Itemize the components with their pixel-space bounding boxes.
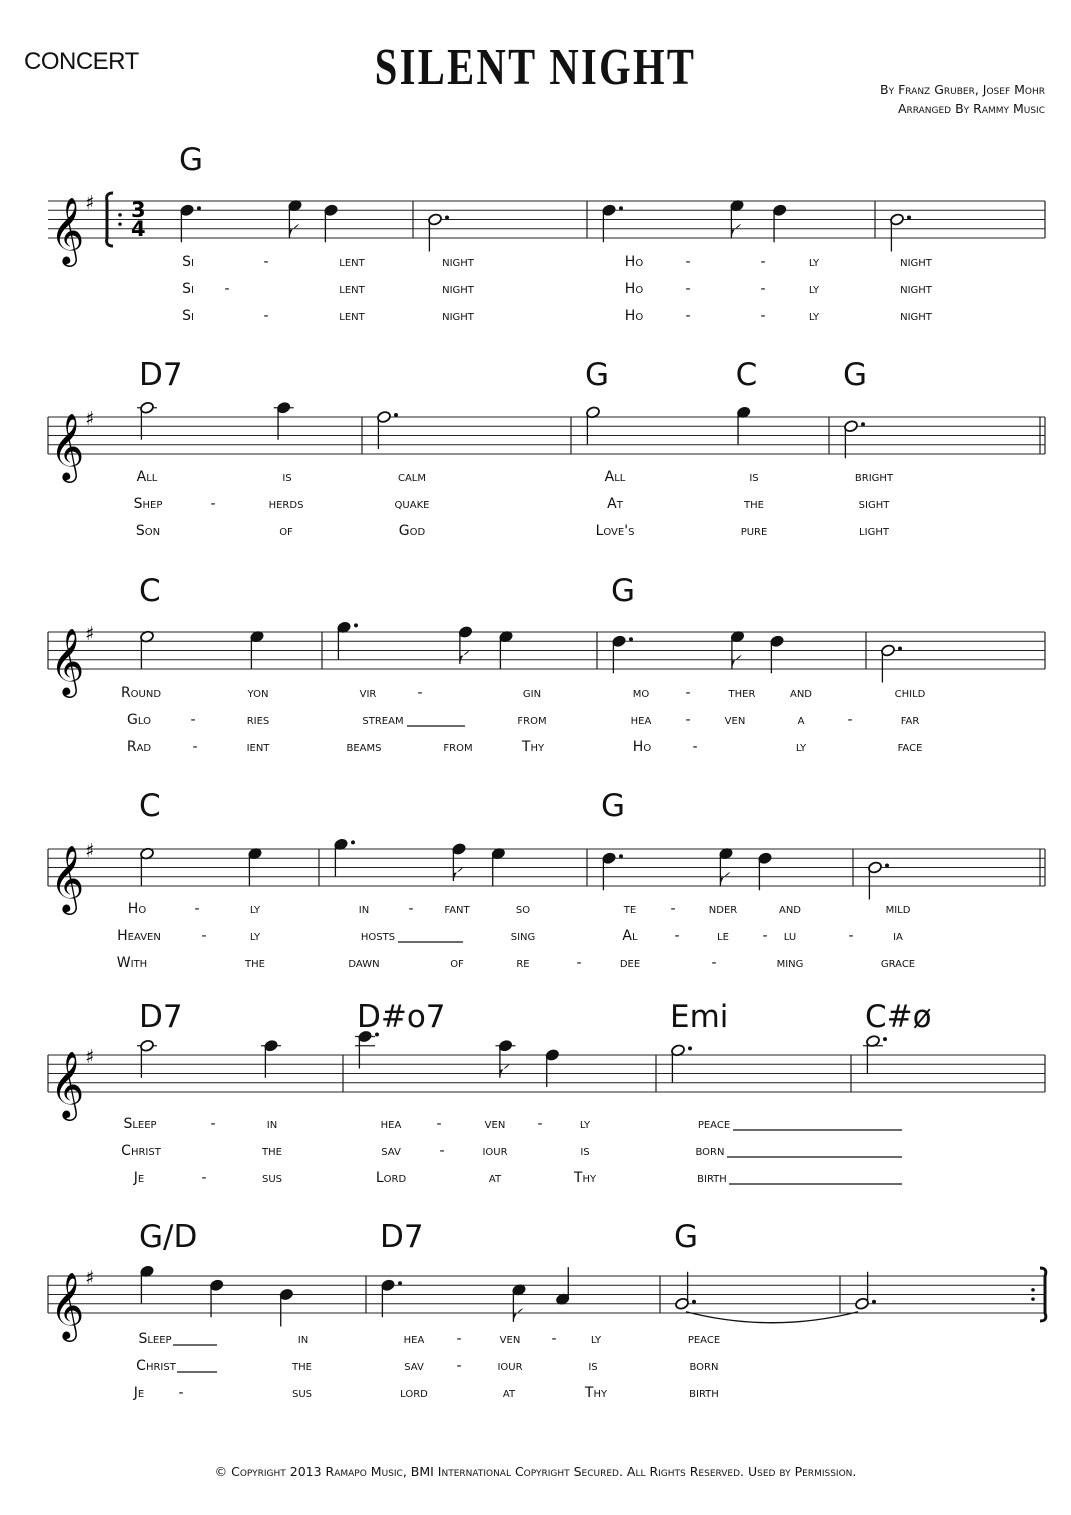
lyric-syllable: Love's	[595, 523, 635, 539]
lyric-syllable: gin	[522, 685, 542, 701]
treble-clef-icon: 𝄞	[50, 844, 85, 912]
lyric-syllable: -	[537, 1116, 543, 1132]
lyric-syllable: At	[607, 496, 623, 512]
staff-system	[48, 788, 1045, 971]
lyric-syllable: Lord	[375, 1170, 407, 1186]
lyric-syllable: night	[900, 281, 932, 297]
lyric-syllable: born	[695, 1143, 725, 1159]
dot	[898, 647, 902, 651]
lyric-syllable: is	[588, 1358, 598, 1374]
note-flag	[731, 224, 741, 238]
chord-symbol: D7	[139, 357, 183, 393]
lyric-syllable: -	[201, 1170, 207, 1186]
lyric-syllable: night	[900, 308, 932, 324]
lyric-syllable: sight	[858, 496, 890, 512]
note	[140, 1265, 155, 1304]
lyric-syllable: ven	[724, 712, 746, 728]
dot	[883, 1037, 887, 1041]
lyric-syllable: a	[797, 712, 805, 728]
note	[137, 1039, 157, 1078]
staff-system	[48, 999, 1045, 1186]
lyric-syllable: peace	[697, 1116, 731, 1132]
lyric-syllable: ly	[808, 281, 820, 297]
concert-label: CONCERT	[24, 48, 139, 75]
lyric-syllable: -	[456, 1331, 462, 1347]
lyric-syllable: -	[190, 712, 196, 728]
lyric-syllable: face	[897, 739, 923, 755]
note	[602, 852, 623, 891]
lyric-syllable: te	[623, 901, 637, 917]
lyric-syllable: -	[847, 712, 853, 728]
lyric-syllable: hea	[403, 1331, 425, 1347]
lyric-syllable: in	[266, 1116, 278, 1132]
lyric-syllable: sav	[381, 1143, 401, 1159]
lyric-syllable: quake	[394, 496, 430, 512]
dot	[619, 854, 623, 858]
chord-symbol: G	[179, 142, 204, 178]
lyric-syllable: birth	[697, 1170, 727, 1186]
note	[602, 204, 623, 243]
lyric-syllable: -	[670, 901, 676, 917]
lyric-syllable: of	[450, 955, 464, 971]
lyric-syllable: light	[859, 523, 889, 539]
lyric-syllable: ly	[249, 901, 261, 917]
key-signature-sharp-icon: ♯	[85, 623, 95, 645]
lyric-syllable: pure	[740, 523, 768, 539]
lyric-syllable: Round	[120, 685, 162, 701]
lyric-syllable: calm	[397, 469, 427, 485]
lyric-syllable: ven	[484, 1116, 506, 1132]
dot	[354, 623, 358, 627]
time-signature-bottom: 4	[131, 217, 146, 241]
note	[881, 644, 902, 683]
treble-clef-icon: 𝄞	[50, 412, 85, 480]
note	[545, 1048, 560, 1087]
lyric-syllable: Ho	[624, 254, 644, 270]
lyric-syllable: lent	[339, 254, 365, 270]
note	[137, 401, 157, 440]
note	[248, 847, 263, 886]
lyric-syllable: from	[443, 739, 473, 755]
chord-symbol: Emi	[670, 999, 729, 1035]
lyric-syllable: ming	[776, 955, 804, 971]
dot	[885, 864, 889, 868]
note	[612, 635, 633, 674]
lyric-syllable: Thy	[573, 1170, 597, 1186]
chord-symbol: G	[601, 788, 626, 824]
lyric-syllable: fant	[444, 901, 470, 917]
chord-symbol: C	[139, 788, 161, 824]
lyric-syllable: -	[762, 928, 768, 944]
lyric-syllable: With	[116, 955, 148, 971]
lyric-syllable: -	[760, 308, 766, 324]
lyric-syllable: ly	[795, 739, 807, 755]
lyric-syllable: lu	[783, 928, 797, 944]
note-flag	[513, 1308, 523, 1322]
lyric-syllable: -	[760, 281, 766, 297]
lyric-syllable: ther	[728, 685, 756, 701]
lyric-syllable: ly	[808, 308, 820, 324]
key-signature-sharp-icon: ♯	[85, 192, 95, 214]
key-signature-sharp-icon: ♯	[85, 1046, 95, 1068]
note	[855, 1272, 876, 1311]
note	[499, 630, 514, 669]
key-signature-sharp-icon: ♯	[85, 1267, 95, 1289]
note	[772, 204, 787, 243]
note	[770, 635, 785, 674]
note	[250, 630, 265, 669]
lyric-syllable: mo	[632, 685, 650, 701]
lyric-syllable: -	[685, 712, 691, 728]
dot	[861, 422, 865, 426]
lyric-syllable: child	[894, 685, 926, 701]
note	[496, 1039, 516, 1078]
lyric-syllable: is	[282, 469, 292, 485]
lyric-syllable: Je	[133, 1170, 145, 1186]
treble-clef-icon: 𝄞	[50, 627, 85, 695]
lyric-syllable: Si	[182, 308, 194, 324]
lyric-syllable: Heaven	[117, 928, 161, 944]
dot	[619, 206, 623, 210]
lyric-syllable: -	[408, 901, 414, 917]
note	[844, 420, 865, 459]
dot	[445, 216, 449, 220]
note	[868, 861, 889, 900]
lyric-syllable: ven	[499, 1331, 521, 1347]
chord-symbol: D7	[380, 1219, 424, 1255]
lyric-syllable: and	[778, 901, 802, 917]
lyric-syllable: ient	[246, 739, 270, 755]
composer-credit: By Franz Gruber, Josef Mohr	[880, 82, 1045, 97]
lyric-syllable: nder	[708, 901, 738, 917]
lyric-syllable: dawn	[348, 955, 380, 971]
lyric-syllable: -	[263, 308, 269, 324]
lyric-syllable: stream	[362, 712, 404, 728]
lyric-syllable: peace	[687, 1331, 721, 1347]
note	[890, 213, 911, 252]
lyric-syllable: iour	[497, 1358, 523, 1374]
lyric-syllable: -	[576, 955, 582, 971]
note	[209, 1279, 224, 1318]
lyric-syllable: Ho	[624, 308, 644, 324]
lyric-syllable: lent	[339, 308, 365, 324]
lyric-syllable: re	[516, 955, 530, 971]
chord-symbol: G/D	[139, 1219, 198, 1255]
staff-system	[48, 357, 1045, 539]
lyric-syllable: Sleep	[123, 1116, 157, 1132]
note-flag	[732, 655, 742, 669]
lyric-syllable: from	[517, 712, 547, 728]
dot	[394, 413, 398, 417]
chord-symbol: D7	[139, 999, 183, 1035]
lyric-syllable: Christ	[136, 1358, 176, 1374]
lyric-syllable: -	[210, 496, 216, 512]
lyric-syllable: Al	[622, 928, 638, 944]
dot	[688, 1046, 692, 1050]
lyric-syllable: far	[900, 712, 920, 728]
lyric-syllable: yon	[247, 685, 269, 701]
lyric-syllable: Si	[182, 281, 194, 297]
lyric-syllable: and	[789, 685, 813, 701]
note	[334, 838, 355, 877]
lyric-syllable: Shep	[133, 496, 163, 512]
note	[671, 1044, 692, 1083]
lyric-syllable: is	[580, 1143, 590, 1159]
lyric-syllable: is	[749, 469, 759, 485]
lyric-syllable: -	[685, 281, 691, 297]
key-signature-sharp-icon: ♯	[85, 408, 95, 430]
note	[675, 1272, 696, 1311]
lyric-syllable: Si	[182, 254, 194, 270]
note-flag	[460, 650, 470, 664]
lyric-syllable: hosts	[360, 928, 396, 944]
note	[274, 401, 294, 440]
lyric-syllable: night	[442, 281, 474, 297]
note	[381, 1279, 402, 1318]
note	[261, 1039, 281, 1078]
lyric-syllable: the	[245, 955, 265, 971]
lyric-syllable: Sleep	[138, 1331, 172, 1347]
note	[730, 199, 745, 238]
lyric-syllable: dee	[619, 955, 641, 971]
lyric-syllable: ly	[590, 1331, 602, 1347]
lyric-syllable: Thy	[584, 1385, 608, 1401]
lyric-syllable: beams	[346, 739, 382, 755]
note	[758, 852, 773, 891]
note	[736, 406, 751, 445]
note	[377, 410, 398, 449]
dot	[907, 216, 911, 220]
lyric-syllable: -	[263, 254, 269, 270]
note	[863, 1035, 887, 1074]
lyric-syllable: vir	[359, 685, 377, 701]
lyric-syllable: iour	[482, 1143, 508, 1159]
lyric-syllable: -	[685, 685, 691, 701]
lyric-syllable: Je	[133, 1385, 145, 1401]
lyric-syllable: -	[201, 928, 207, 944]
lyric-syllable: the	[744, 496, 764, 512]
lyric-syllable: at	[488, 1170, 502, 1186]
lyric-syllable: All	[136, 469, 158, 485]
lyric-syllable: sus	[261, 1170, 283, 1186]
lyric-syllable: le	[717, 928, 729, 944]
lyric-syllable: -	[439, 1143, 445, 1159]
lyric-syllable: -	[685, 254, 691, 270]
dot	[629, 637, 633, 641]
treble-clef-icon: 𝄞	[50, 1271, 85, 1339]
lyric-syllable: -	[692, 739, 698, 755]
note	[140, 630, 155, 669]
note	[458, 625, 473, 664]
lyric-syllable: born	[689, 1358, 719, 1374]
lyric-syllable: -	[224, 281, 230, 297]
staff-system	[48, 1219, 1046, 1401]
lyric-syllable: of	[279, 523, 293, 539]
note	[586, 406, 601, 445]
chord-symbol: C	[139, 573, 161, 609]
lyric-syllable: night	[442, 308, 474, 324]
note-flag	[720, 872, 730, 886]
lyric-syllable: -	[711, 955, 717, 971]
chord-symbol: G	[674, 1219, 699, 1255]
lyric-syllable: sing	[510, 928, 536, 944]
staff-system	[48, 142, 1045, 324]
lyric-syllable: -	[456, 1358, 462, 1374]
lyric-syllable: hea	[630, 712, 652, 728]
lyric-syllable: in	[297, 1331, 309, 1347]
lyric-syllable: at	[502, 1385, 516, 1401]
lyric-syllable: -	[760, 254, 766, 270]
note-flag	[453, 867, 463, 881]
chord-symbol: G	[611, 573, 636, 609]
lyric-syllable: the	[262, 1143, 282, 1159]
treble-clef-icon: 𝄞	[50, 196, 85, 264]
note	[279, 1288, 294, 1327]
note	[512, 1283, 527, 1322]
lyric-syllable: lord	[400, 1385, 428, 1401]
note	[428, 213, 449, 252]
note-flag	[500, 1064, 510, 1078]
dot	[197, 206, 201, 210]
lyric-syllable: -	[192, 739, 198, 755]
chord-symbol: C	[735, 357, 758, 393]
chord-symbol: C#ø	[865, 999, 932, 1035]
lyric-syllable: -	[436, 1116, 442, 1132]
key-signature-sharp-icon: ♯	[85, 840, 95, 862]
lyric-syllable: Ho	[624, 281, 644, 297]
lyric-syllable: Rad	[126, 739, 152, 755]
dot	[398, 1281, 402, 1285]
note	[337, 621, 358, 660]
lyric-syllable: Ho	[632, 739, 652, 755]
lyric-syllable: -	[685, 308, 691, 324]
lyric-syllable: ries	[246, 712, 270, 728]
note	[180, 204, 201, 243]
treble-clef-icon: 𝄞	[50, 1050, 85, 1118]
note	[730, 630, 745, 669]
lyric-syllable: ly	[808, 254, 820, 270]
lyric-syllable: bright	[854, 469, 894, 485]
lyric-syllable: ia	[893, 928, 903, 944]
arranger-credit: Arranged By Rammy Music	[897, 101, 1045, 116]
repeat-dot	[1031, 1288, 1035, 1292]
lyric-syllable: -	[551, 1331, 557, 1347]
time-signature-top: 3	[131, 198, 146, 222]
lyric-syllable: ly	[249, 928, 261, 944]
lyric-syllable: God	[398, 523, 426, 539]
lyric-syllable: ly	[579, 1116, 591, 1132]
note	[452, 842, 467, 881]
lyric-syllable: herds	[268, 496, 304, 512]
lyric-syllable: -	[194, 901, 200, 917]
lyric-syllable: grace	[880, 955, 916, 971]
lyric-syllable: sav	[404, 1358, 424, 1374]
note-flag	[289, 224, 299, 238]
chord-symbol: G	[843, 357, 868, 393]
lyric-syllable: -	[674, 928, 680, 944]
chord-symbol: D#o7	[357, 999, 446, 1035]
repeat-dot	[118, 213, 122, 217]
repeat-dot	[1031, 1297, 1035, 1301]
lyric-syllable: Christ	[121, 1143, 161, 1159]
lyric-syllable: birth	[689, 1385, 719, 1401]
lyric-syllable: -	[178, 1385, 184, 1401]
dot	[692, 1300, 696, 1304]
lyric-syllable: -	[210, 1116, 216, 1132]
note	[491, 847, 506, 886]
note	[355, 1030, 379, 1069]
dot	[872, 1300, 876, 1304]
note	[555, 1267, 570, 1306]
lyric-syllable: night	[442, 254, 474, 270]
lyric-syllable: hea	[380, 1116, 402, 1132]
repeat-dot	[118, 222, 122, 226]
lyric-syllable: Ho	[127, 901, 147, 917]
note	[719, 847, 734, 886]
lyric-syllable: sus	[291, 1385, 313, 1401]
lyric-syllable: -	[417, 685, 423, 701]
lyric-syllable: Thy	[521, 739, 545, 755]
lyric-syllable: mild	[885, 901, 911, 917]
dot	[351, 840, 355, 844]
lyric-syllable: in	[358, 901, 370, 917]
lyric-syllable: Son	[135, 523, 161, 539]
lyric-syllable: the	[292, 1358, 312, 1374]
lyric-syllable: Glo	[127, 712, 151, 728]
note	[288, 199, 303, 238]
note	[140, 847, 155, 886]
song-title: SILENT NIGHT	[374, 39, 697, 96]
staff-system	[48, 573, 1045, 755]
lyric-syllable: night	[900, 254, 932, 270]
note	[324, 204, 339, 243]
chord-symbol: G	[585, 357, 610, 393]
lyric-syllable: so	[515, 901, 531, 917]
lyric-syllable: All	[604, 469, 626, 485]
lyric-syllable: -	[848, 928, 854, 944]
lyric-syllable: lent	[339, 281, 365, 297]
copyright-notice: © Copyright 2013 Ramapo Music, BMI International Copyright Secured. All Rights Reserved. Used by Permission.	[214, 1464, 857, 1479]
